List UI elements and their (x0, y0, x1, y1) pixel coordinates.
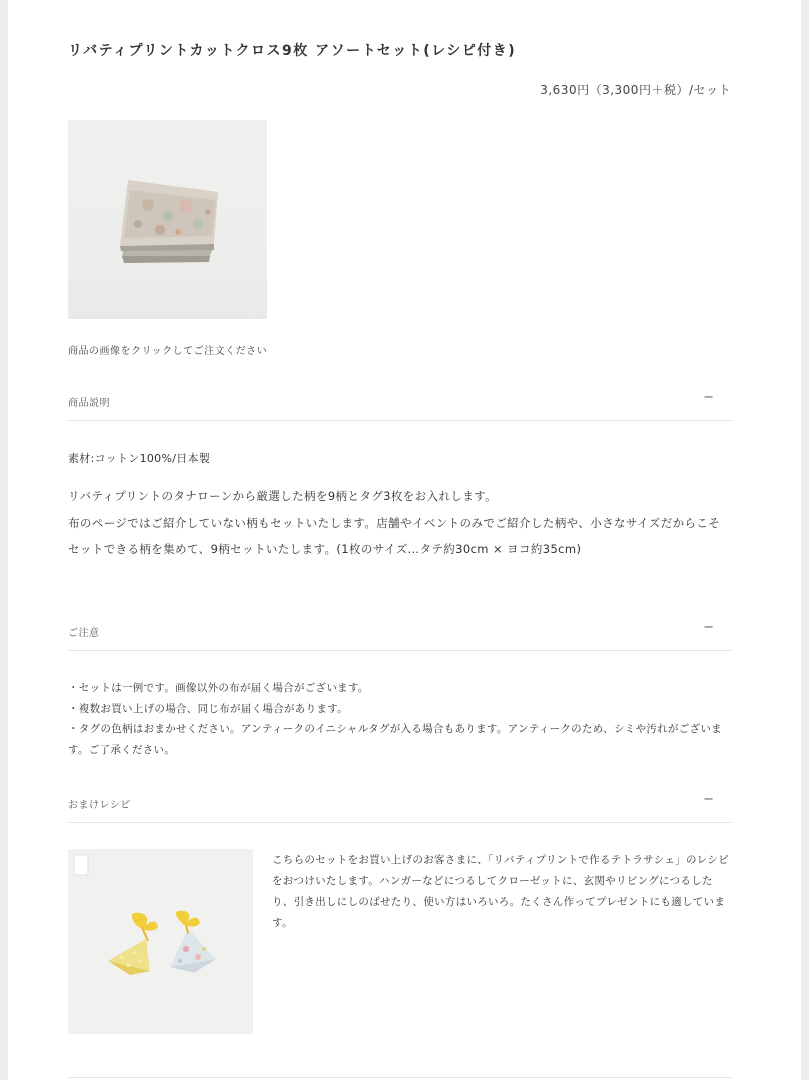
note-item: ・複数お買い上げの場合、同じ布が届く場合があります。 (68, 702, 348, 715)
section-description-label: 商品説明 (68, 398, 110, 409)
section-description-header[interactable] (68, 384, 732, 421)
divider (68, 1077, 732, 1078)
recipe-description (272, 850, 734, 934)
material-info: 素材:コットン100%/日本製 (68, 452, 211, 465)
recipe-image (68, 849, 253, 1034)
fabric-stack-image (68, 120, 267, 319)
description-paragraph: 布のページではご紹介していない柄もセットいたします。店舗やイベントのみでご紹介した柄や、小さなサイズだからこそセットできる柄を集めて、9柄セットいたします。(1枚のサイズ…タテ約30cm × ヨコ約35cm) (68, 515, 721, 556)
notes-list (68, 678, 732, 760)
product-description (68, 483, 732, 563)
product-page (8, 0, 801, 1080)
section-recipe-header[interactable] (68, 786, 732, 823)
section-recipe-label: おまけレシピ (68, 800, 131, 811)
collapse-icon[interactable]: − (703, 792, 714, 807)
order-instruction: 商品の画像をクリックしてご注文ください (68, 346, 268, 357)
product-title: リバティプリントカットクロス9枚 アソートセット(レシピ付き) (68, 43, 517, 59)
note-item: ・タグの色柄はおまかせください。アンティークのイニシャルタグが入る場合もあります。アンティークのため、シミや汚れがございます。ご了承ください。 (68, 723, 722, 756)
recipe-paragraph: こちらのセットをお買い上げのお客さまに、「リバティプリントで作るテトラサシェ」のレシピをおつけいたします。ハンガーなどにつるしてクローゼットに、玄関やリビングにつるしたり、引き出しにしのばせたり、使い方はいろいろ。たくさん作ってプレゼントにも適しています。 (272, 854, 729, 929)
note-item: ・セットは一例です。画像以外の布が届く場合がございます。 (68, 682, 369, 694)
description-paragraph: リバティプリントのタナローンから厳選した柄を9柄とタグ3枚をお入れします。 (68, 489, 498, 503)
section-notes-header[interactable] (68, 614, 732, 651)
product-image[interactable] (68, 120, 267, 319)
section-notes-label: ご注意 (68, 628, 100, 639)
tetra-sachet-image (68, 849, 253, 1034)
collapse-icon[interactable]: − (703, 620, 714, 635)
collapse-icon[interactable]: − (703, 390, 714, 405)
product-price: 3,630円（3,300円＋税）/セット (540, 83, 731, 97)
